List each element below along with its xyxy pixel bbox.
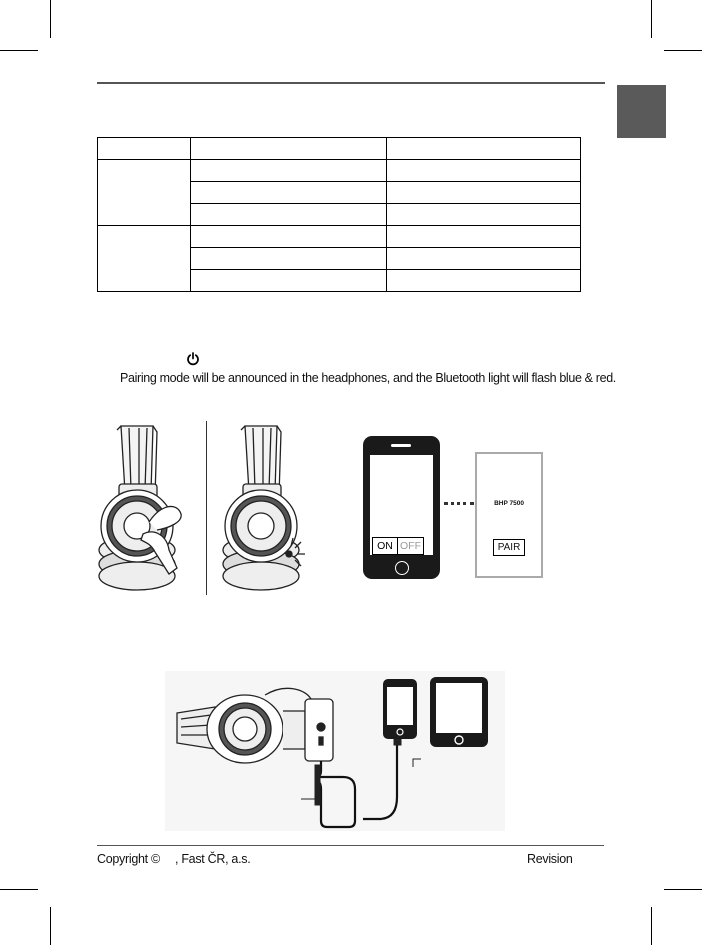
table-cell [387,226,581,248]
pair-button[interactable]: PAIR [493,539,525,556]
power-icon [186,352,200,366]
toggle-on-label[interactable]: ON [373,538,398,554]
crop-mark-tl-h [0,50,38,51]
bluetooth-toggle[interactable] [372,537,424,555]
table-cell [387,160,581,182]
illustration-divider [206,421,207,595]
table-row [98,226,581,248]
crop-mark-br-v [651,907,652,945]
crop-mark-bl-h [0,889,38,890]
table-cell [191,270,387,292]
footer-rule [97,845,604,846]
phone-speaker [391,444,411,447]
device-name: BHP 7500 [494,500,524,507]
table-cell [191,182,387,204]
crop-mark-bl-v [50,907,51,945]
table-cell [191,204,387,226]
connection-dotted-line [444,502,474,505]
footer-revision: Revision [527,852,573,866]
crop-mark-br-h [664,889,702,890]
header-rule [97,82,605,84]
table-cell [387,204,581,226]
table-cell [191,160,387,182]
headphone-cable-illustration [165,671,505,831]
phone-home-button [395,561,409,575]
crop-mark-tr-h [664,50,702,51]
table-cell [191,248,387,270]
section-tab-marker [617,85,666,138]
table-cell [98,160,191,226]
table-cell [387,248,581,270]
headphone-light-illustration [225,418,325,598]
table-cell [387,182,581,204]
table-cell [191,226,387,248]
pairing-instruction: Pairing mode will be announced in the headphones, and the Bluetooth light will flash blue & red. [120,371,616,385]
table-cell [98,226,191,292]
crop-mark-tr-v [651,0,652,38]
table-row [98,160,581,182]
bt-device-illustration [475,452,543,578]
table-cell [387,270,581,292]
table-row [98,138,581,160]
toggle-off-label[interactable]: OFF [400,540,421,552]
table-cell [387,138,581,160]
crop-mark-tl-v [50,0,51,38]
footer-company: , Fast ČR, a.s. [175,852,251,866]
phone-illustration [363,436,440,579]
spec-table [97,137,581,292]
table-cell [191,138,387,160]
footer-copyright: Copyright © [97,852,160,866]
table-cell [98,138,191,160]
headphone-press-illustration [95,418,195,598]
